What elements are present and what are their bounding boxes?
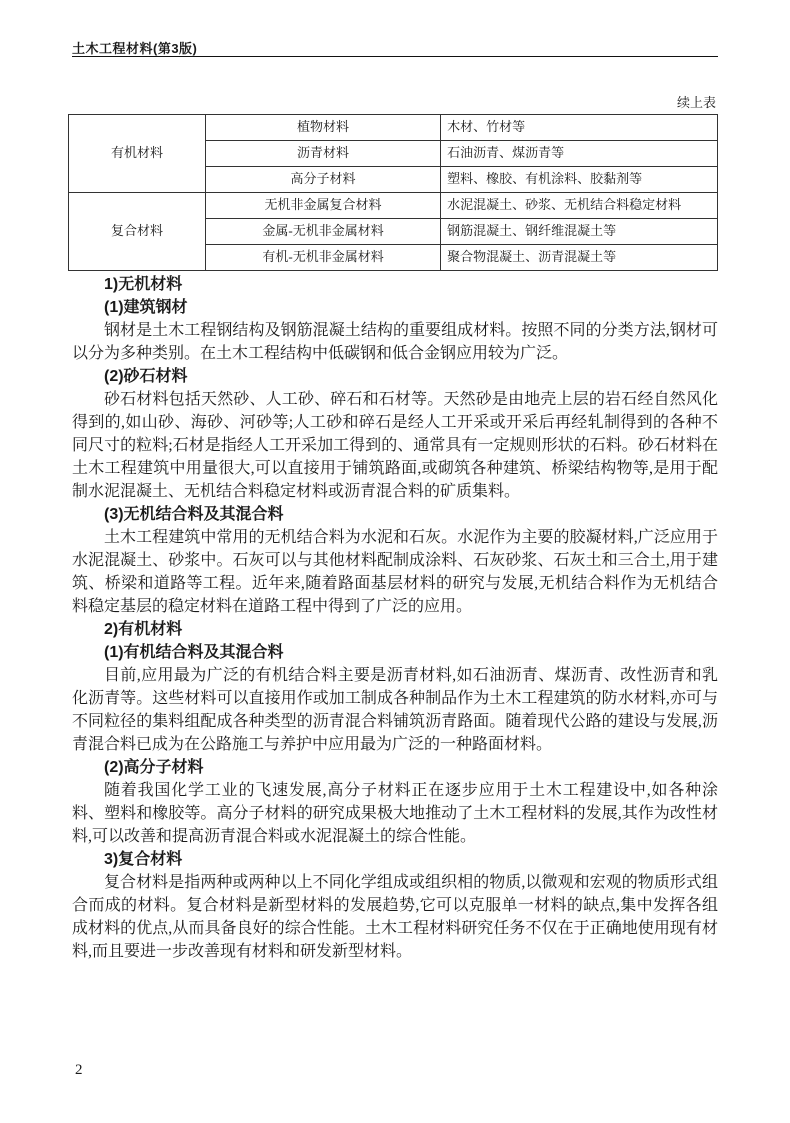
materials-table bbox=[68, 114, 718, 271]
header-rule bbox=[72, 56, 718, 57]
section-subheading: (2)砂石材料 bbox=[104, 368, 188, 385]
category-cell: 有机材料 bbox=[69, 115, 206, 193]
paragraph: 土木工程建筑中常用的无机结合料为水泥和石灰。水泥作为主要的胶凝材料,广泛应用于水泥混凝土、砂浆中。石灰可以与其他材料配制成涂料、石灰砂浆、石灰土和三合土,用于建筑、桥梁和道路等工程。近年来,随着路面基层材料的研究与发展,无机结合料作为无机结合料稳定基层的稳定材料在道路工程中得到了广泛的应用。 bbox=[72, 529, 718, 615]
type-cell: 植物材料 bbox=[205, 115, 440, 141]
examples-cell: 聚合物混凝土、沥青混凝土等 bbox=[441, 245, 718, 271]
type-cell: 有机-无机非金属材料 bbox=[205, 245, 440, 271]
materials-table-wrap bbox=[68, 114, 718, 271]
paragraph: 随着我国化学工业的飞速发展,高分子材料正在逐步应用于土木工程建设中,如各种涂料、塑料和橡胶等。高分子材料的研究成果极大地推动了土木工程材料的发展,其作为改性材料,可以改善和提高沥青混合料或水泥混凝土的综合性能。 bbox=[72, 782, 718, 845]
section-heading: 2)有机材料 bbox=[104, 621, 183, 638]
section-heading: 3)复合材料 bbox=[104, 851, 183, 868]
type-cell: 金属-无机非金属材料 bbox=[205, 219, 440, 245]
examples-cell: 水泥混凝土、砂浆、无机结合料稳定材料 bbox=[441, 193, 718, 219]
paragraph: 目前,应用最为广泛的有机结合料主要是沥青材料,如石油沥青、煤沥青、改性沥青和乳化沥青等。这些材料可以直接用作或加工制成各种制品作为土木工程建筑的防水材料,亦可与不同粒径的集料组配成各种类型的沥青混合料铺筑沥青路面。随着现代公路的建设与发展,沥青混合料已成为在公路施工与养护中应用最为广泛的一种路面材料。 bbox=[72, 667, 718, 753]
section-subheading: (2)高分子材料 bbox=[104, 759, 204, 776]
paragraph: 钢材是土木工程钢结构及钢筋混凝土结构的重要组成材料。按照不同的分类方法,钢材可以分为多种类别。在土木工程结构中低碳钢和低合金钢应用较为广泛。 bbox=[72, 322, 718, 362]
examples-cell: 塑料、橡胶、有机涂料、胶黏剂等 bbox=[441, 167, 718, 193]
examples-cell: 木材、竹材等 bbox=[441, 115, 718, 141]
type-cell: 沥青材料 bbox=[205, 141, 440, 167]
header-title: 土木工程材料(第3版) bbox=[72, 41, 198, 56]
paragraph: 复合材料是指两种或两种以上不同化学组成或组织相的物质,以微观和宏观的物质形式组合而成的材料。复合材料是新型材料的发展趋势,它可以克服单一材料的缺点,集中发挥各组成材料的优点,从而具备良好的综合性能。土木工程材料研究任务不仅在于正确地使用现有材料,而且要进一步改善现有材料和研发新型材料。 bbox=[72, 874, 718, 960]
table-row bbox=[69, 115, 718, 141]
examples-cell: 钢筋混凝土、钢纤维混凝土等 bbox=[441, 219, 718, 245]
section-subheading: (1)建筑钢材 bbox=[104, 299, 188, 316]
paragraph: 砂石材料包括天然砂、人工砂、碎石和石材等。天然砂是由地壳上层的岩石经自然风化得到的,如山砂、海砂、河砂等;人工砂和碎石是经人工开采或开采后再经轧制得到的各种不同尺寸的粒料;石材是指经人工开采加工得到的、通常具有一定规则形状的石料。砂石材料在土木工程建筑中用量很大,可以直接用于铺筑路面,或砌筑各种建筑、桥梁结构物等,是用于配制水泥混凝土、无机结合料稳定材料或沥青混合料的矿质集料。 bbox=[72, 391, 718, 500]
category-cell: 复合材料 bbox=[69, 193, 206, 271]
type-cell: 高分子材料 bbox=[205, 167, 440, 193]
type-cell: 无机非金属复合材料 bbox=[205, 193, 440, 219]
section-subheading: (1)有机结合料及其混合料 bbox=[104, 644, 284, 661]
page-number: 2 bbox=[75, 1062, 83, 1078]
section-heading: 1)无机材料 bbox=[104, 276, 183, 293]
section-subheading: (3)无机结合料及其混合料 bbox=[104, 506, 284, 523]
examples-cell: 石油沥青、煤沥青等 bbox=[441, 141, 718, 167]
table-row bbox=[69, 193, 718, 219]
table-caption: 续上表 bbox=[676, 95, 716, 110]
content-section bbox=[72, 273, 718, 963]
page-header bbox=[72, 38, 718, 58]
